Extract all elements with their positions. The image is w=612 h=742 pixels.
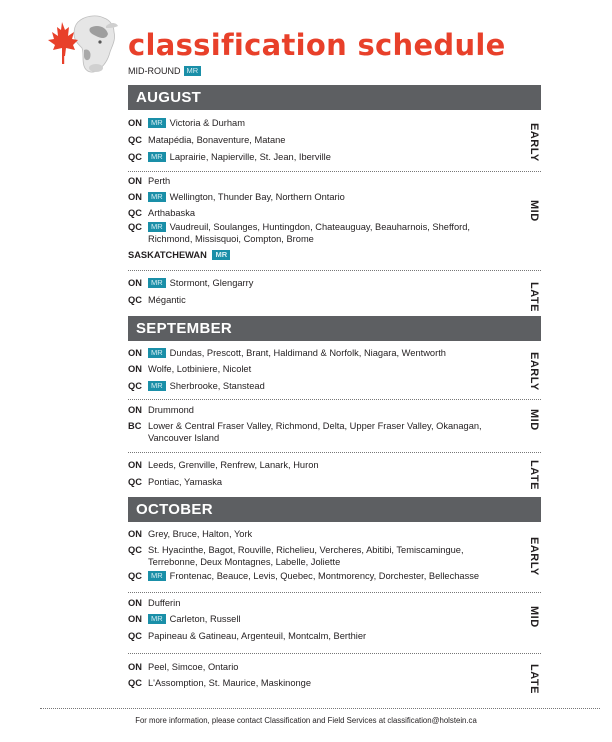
month-header-august: AUGUST xyxy=(128,85,541,110)
mr-badge: MR xyxy=(148,118,166,128)
regions-text: Vaudreuil, Soulanges, Huntingdon, Chateauguay, Beauharnois, Shefford, Richmond, Missisquoi, Compton, Brome xyxy=(148,222,470,244)
mr-badge: MR xyxy=(148,222,166,232)
mr-badge: MR xyxy=(148,278,166,288)
province-code: QC xyxy=(128,208,142,218)
divider xyxy=(128,270,541,271)
province-code: ON xyxy=(128,278,142,288)
footer-divider xyxy=(40,708,600,709)
regions-text: Wolfe, Lotbiniere, Nicolet xyxy=(148,364,252,374)
page-title: classification schedule xyxy=(128,28,506,62)
province-code: QC xyxy=(128,381,142,391)
province-code: QC xyxy=(128,477,142,487)
regions-text: Dufferin xyxy=(148,598,181,608)
divider xyxy=(128,452,541,453)
province-code: ON xyxy=(128,598,142,608)
province-code: ON xyxy=(128,118,142,128)
province-code: ON xyxy=(128,176,142,186)
month-header-september: SEPTEMBER xyxy=(128,316,541,341)
province-code: ON xyxy=(128,614,142,624)
schedule-row xyxy=(128,381,518,393)
schedule-row xyxy=(128,614,518,626)
period-label-mid: MID xyxy=(528,409,540,431)
footer-contact: For more information, please contact Classification and Field Services at classification@holstein.ca xyxy=(135,716,477,725)
regions-text: Sherbrooke, Stanstead xyxy=(169,381,265,391)
regions-text: Lower & Central Fraser Valley, Richmond, Delta, Upper Fraser Valley, Okanagan, Vancouver Island xyxy=(148,421,482,443)
mr-badge: MR xyxy=(184,66,202,76)
legend xyxy=(128,66,205,76)
schedule-row xyxy=(128,598,518,610)
regions-text: Frontenac, Beauce, Levis, Quebec, Montmorency, Dorchester, Bellechasse xyxy=(169,571,480,581)
province-code: ON xyxy=(128,405,142,415)
province-code: ON xyxy=(128,348,142,358)
divider xyxy=(128,171,541,172)
period-label-early: EARLY xyxy=(528,537,540,576)
regions-text: St. Hyacinthe, Bagot, Rouville, Richelieu, Vercheres, Abitibi, Temiscamingue, Terrebonne, Deux Montagnes, Labelle, Joliette xyxy=(148,545,464,567)
regions-text: Pontiac, Yamaska xyxy=(148,477,223,487)
schedule-row xyxy=(128,477,518,489)
divider xyxy=(128,653,541,654)
province-code: QC xyxy=(128,135,142,145)
regions-text: Grey, Bruce, Halton, York xyxy=(148,529,253,539)
regions-text: Victoria & Durham xyxy=(169,118,245,128)
regions-text: Dundas, Prescott, Brant, Haldimand & Norfolk, Niagara, Wentworth xyxy=(169,348,446,358)
month-header-october: OCTOBER xyxy=(128,497,541,522)
regions-text: Matapédia, Bonaventure, Matane xyxy=(148,135,286,145)
schedule-row xyxy=(128,208,518,220)
regions-text: Stormont, Glengarry xyxy=(169,278,254,288)
logo xyxy=(40,14,120,76)
province-code: ON xyxy=(128,529,142,539)
schedule-row xyxy=(128,571,518,583)
schedule-row xyxy=(128,348,518,360)
regions-text: Perth xyxy=(148,176,171,186)
regions-text: Arthabaska xyxy=(148,208,196,218)
schedule-row xyxy=(128,678,518,690)
period-label-mid: MID xyxy=(528,200,540,222)
region-name: SASKATCHEWAN xyxy=(128,250,207,260)
legend-label: MID-ROUND xyxy=(128,66,181,76)
maple-leaf-icon xyxy=(48,22,78,64)
schedule-row xyxy=(128,135,518,147)
schedule-row xyxy=(128,529,518,541)
province-code: QC xyxy=(128,295,142,305)
regions-text: Peel, Simcoe, Ontario xyxy=(148,662,239,672)
schedule-row xyxy=(128,460,518,472)
province-code: ON xyxy=(128,662,142,672)
mr-badge: MR xyxy=(148,192,166,202)
period-label-late: LATE xyxy=(528,664,540,694)
regions-text: Drummond xyxy=(148,405,194,415)
schedule-row xyxy=(128,631,518,643)
period-label-late: LATE xyxy=(528,460,540,490)
mr-badge: MR xyxy=(212,250,230,260)
schedule-row xyxy=(128,278,518,290)
schedule-row xyxy=(128,545,508,568)
schedule-row xyxy=(128,405,518,417)
regions-text: Wellington, Thunder Bay, Northern Ontario xyxy=(169,192,345,202)
regions-text: Carleton, Russell xyxy=(169,614,241,624)
divider xyxy=(128,592,541,593)
mr-badge: MR xyxy=(148,152,166,162)
schedule-row xyxy=(128,662,518,674)
schedule-row xyxy=(128,295,518,307)
schedule-row xyxy=(128,222,508,245)
province-code: QC xyxy=(128,678,142,688)
province-code: ON xyxy=(128,364,142,374)
schedule-row xyxy=(128,364,518,376)
mr-badge: MR xyxy=(148,381,166,391)
regions-text: Leeds, Grenville, Renfrew, Lanark, Huron xyxy=(148,460,319,470)
regions-text: L'Assomption, St. Maurice, Maskinonge xyxy=(148,678,311,688)
schedule-row xyxy=(128,152,518,164)
schedule-row xyxy=(128,192,518,204)
schedule-row xyxy=(128,118,518,130)
regions-text: Papineau & Gatineau, Argenteuil, Montcalm, Berthier xyxy=(148,631,367,641)
divider xyxy=(128,399,541,400)
province-code: QC xyxy=(128,222,142,232)
regions-text: Laprairie, Napierville, St. Jean, Iberville xyxy=(169,152,331,162)
province-code: QC xyxy=(128,545,142,555)
schedule-row xyxy=(128,176,518,188)
province-code: ON xyxy=(128,192,142,202)
province-code: QC xyxy=(128,631,142,641)
period-label-early: EARLY xyxy=(528,352,540,391)
region-heading xyxy=(128,250,234,260)
province-code: QC xyxy=(128,152,142,162)
province-code: BC xyxy=(128,421,142,431)
period-label-early: EARLY xyxy=(528,123,540,162)
mr-badge: MR xyxy=(148,348,166,358)
regions-text: Mégantic xyxy=(148,295,186,305)
province-code: ON xyxy=(128,460,142,470)
period-label-mid: MID xyxy=(528,606,540,628)
mr-badge: MR xyxy=(148,614,166,624)
period-label-late: LATE xyxy=(528,282,540,312)
page-header xyxy=(40,14,600,84)
schedule-row xyxy=(128,421,513,444)
cow-head-icon xyxy=(74,16,118,72)
province-code: QC xyxy=(128,571,142,581)
mr-badge: MR xyxy=(148,571,166,581)
